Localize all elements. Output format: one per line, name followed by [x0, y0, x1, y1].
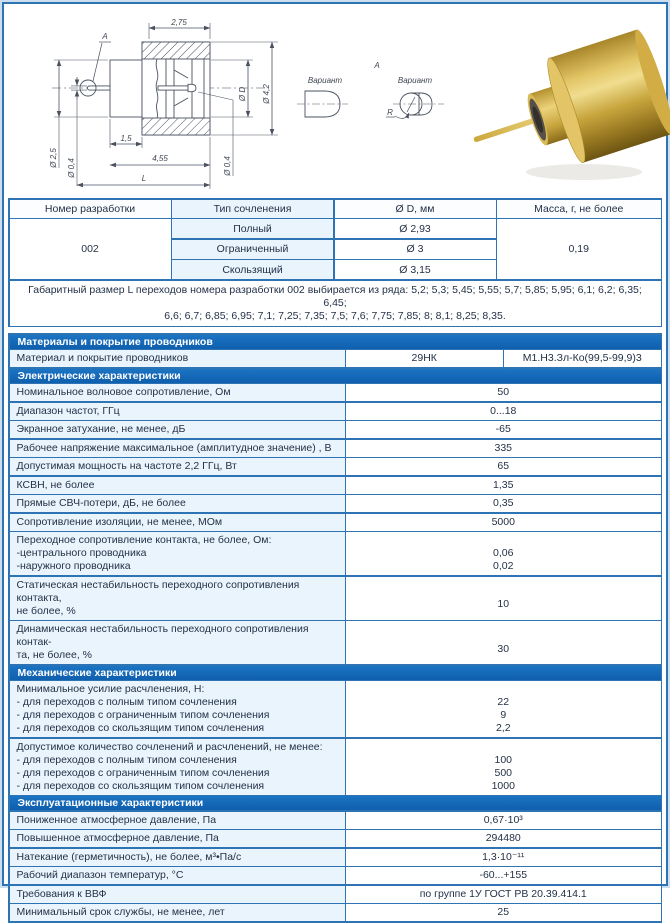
spec-label: Рабочий диапазон температур, °С — [10, 867, 345, 884]
spec-label: Рабочее напряжение максимальное (амплитудное значение) , В — [10, 440, 345, 457]
spec-label: Требования к ВВФ — [10, 886, 345, 903]
spec-label: Пониженное атмосферное давление, Па — [10, 812, 345, 829]
spec-value: 10 — [346, 577, 661, 620]
spec-label: Допустимое количество сочленений и расчленений, не менее: - для переходов с полным типом сочленения - для переходов с ограниченным типом сочленения - для переходов со скользящим типом сочленения — [10, 739, 345, 795]
spec-value: 1,3·10⁻¹¹ — [346, 849, 661, 866]
spec-label: Минимальное усилие расчленения, Н: - для переходов с полным типом сочленения - для переходов с ограниченным типом сочленения - для переходов со скользящим типом сочленения — [10, 681, 345, 737]
dim-dia-D: Ø D — [238, 86, 247, 102]
spec-row — [10, 739, 661, 795]
spec-value: 25 — [346, 904, 661, 921]
spec-value: 1,35 — [346, 477, 661, 494]
spec-value: 0,35 — [346, 495, 661, 512]
connector-section-outline — [80, 42, 210, 135]
spec-label: Экранное затухание, не менее, дБ — [10, 421, 345, 438]
spec-row — [10, 812, 661, 829]
summary-note — [10, 281, 661, 326]
spec-label: Сопротивление изоляции, не менее, МОм — [10, 514, 345, 531]
spec-section-header: Электрические характеристики — [10, 369, 661, 383]
spec-row — [10, 477, 661, 494]
dim-dia-0-4-left: Ø 0,4 — [67, 158, 76, 178]
spec-value: 0,06 0,02 — [346, 532, 661, 575]
spec-label: Переходное сопротивление контакта, не более, Ом: -центрального проводника -наружного проводника — [10, 532, 345, 575]
summary-type-full: Полный — [172, 219, 333, 238]
radius-label: R — [387, 108, 393, 117]
dim-top-length: 2,75 — [171, 18, 187, 27]
summary-diameter-sliding: Ø 3,15 — [335, 260, 496, 279]
view-a-label: A — [374, 61, 380, 70]
spec-value: 65 — [346, 458, 661, 475]
spec-label: Динамическая нестабильность переходного сопротивления контак- та, не более, % — [10, 621, 345, 664]
summary-type-sliding: Скользящий — [172, 260, 333, 279]
spec-value: 50 — [346, 384, 661, 401]
spec-row — [10, 830, 661, 847]
spec-section-header: Механические характеристики — [10, 666, 661, 680]
variant-shapes — [297, 91, 444, 118]
spec-row — [10, 421, 661, 438]
spec-value: -60...+155 — [346, 867, 661, 884]
spec-value: 5000 — [346, 514, 661, 531]
spec-row — [10, 495, 661, 512]
spec-label: Натекание (герметичность), не более, м³•Па/с — [10, 849, 345, 866]
spec-row — [10, 458, 661, 475]
summary-diameter-full: Ø 2,93 — [335, 219, 496, 238]
summary-header-mass: Масса, г, не более — [497, 200, 661, 218]
spec-label: Материал и покрытие проводников — [10, 350, 345, 367]
dim-len-1-5: 1,5 — [120, 134, 132, 143]
dim-dia-0-4-right: Ø 0,4 — [223, 156, 232, 176]
summary-header-diameter: Ø D, мм — [335, 200, 496, 218]
spec-value: 29НК — [346, 350, 503, 367]
summary-dev-number: 002 — [10, 219, 171, 279]
technical-drawing — [8, 8, 488, 194]
spec-row — [10, 514, 661, 531]
summary-note-line1: Габаритный размер L переходов номера разработки 002 выбирается из ряда: 5,2; 5,3; 5,45; 5,55; 5,7; 5,85; 5,95; 6,1; 6,2; 6,35; 6,45; — [28, 283, 642, 309]
spec-value: 30 — [346, 621, 661, 664]
dim-len-L: L — [141, 174, 147, 183]
spec-section-header: Материалы и покрытие проводников — [10, 335, 661, 349]
variant1-label: Вариант — [307, 76, 343, 85]
spec-label: Допустимая мощность на частоте 2,2 ГГц, Вт — [10, 458, 345, 475]
spec-row — [10, 350, 661, 367]
spec-table — [8, 333, 662, 923]
spec-value: -65 — [346, 421, 661, 438]
spec-row — [10, 384, 661, 401]
spec-value: 100 500 1000 — [346, 739, 661, 795]
spec-value: по группе 1У ГОСТ РВ 20.39.414.1 — [346, 886, 661, 903]
photo-shadow — [526, 164, 642, 180]
spec-value: 335 — [346, 440, 661, 457]
spec-value: 0,67·10³ — [346, 812, 661, 829]
datasheet-page — [2, 2, 668, 918]
spec-row — [10, 403, 661, 420]
spec-row — [10, 904, 661, 921]
summary-diameter-limited: Ø 3 — [335, 240, 496, 259]
spec-row — [10, 849, 661, 866]
spec-row — [10, 621, 661, 664]
spec-value: М1.Н3.Зл-Ко(99,5-99,9)3 — [504, 350, 661, 367]
summary-mass: 0,19 — [497, 219, 661, 279]
spec-label: Минимальный срок службы, не менее, лет — [10, 904, 345, 921]
spec-row — [10, 440, 661, 457]
spec-value: 22 9 2,2 — [346, 681, 661, 737]
spec-value: 0...18 — [346, 403, 661, 420]
spec-row — [10, 532, 661, 575]
spec-label: Прямые СВЧ-потери, дБ, не более — [10, 495, 345, 512]
spec-label: Статическая нестабильность переходного сопротивления контакта, не более, % — [10, 577, 345, 620]
variant2-label: Вариант — [397, 76, 433, 85]
spec-value: 294480 — [346, 830, 661, 847]
spec-label: Повышенное атмосферное давление, Па — [10, 830, 345, 847]
summary-table — [8, 198, 662, 327]
spec-row — [10, 577, 661, 620]
drawing-area — [8, 8, 662, 194]
connector-photo — [492, 10, 664, 192]
summary-header-dev: Номер разработки — [10, 200, 171, 218]
summary-header-type: Тип сочленения — [172, 200, 333, 218]
dim-len-4-55: 4,55 — [152, 154, 168, 163]
spec-label: Диапазон частот, ГГц — [10, 403, 345, 420]
section-callout-label: A — [102, 32, 108, 41]
spec-label: Номинальное волновое сопротивление, Ом — [10, 384, 345, 401]
dim-dia-2-5: Ø 2,5 — [49, 148, 58, 168]
spec-row — [10, 681, 661, 737]
spec-row — [10, 886, 661, 903]
summary-note-line2: 6,6; 6,7; 6,85; 6,95; 7,1; 7,25; 7,35; 7,5; 7,6; 7,75; 7,85; 8; 8,1; 8,25; 8,35. — [164, 309, 506, 322]
spec-label: КСВН, не более — [10, 477, 345, 494]
spec-row — [10, 867, 661, 884]
dim-dia-4-2: Ø 4,2 — [262, 84, 271, 104]
summary-type-limited: Ограниченный — [172, 240, 333, 259]
spec-section-header: Эксплуатационные характеристики — [10, 796, 661, 810]
